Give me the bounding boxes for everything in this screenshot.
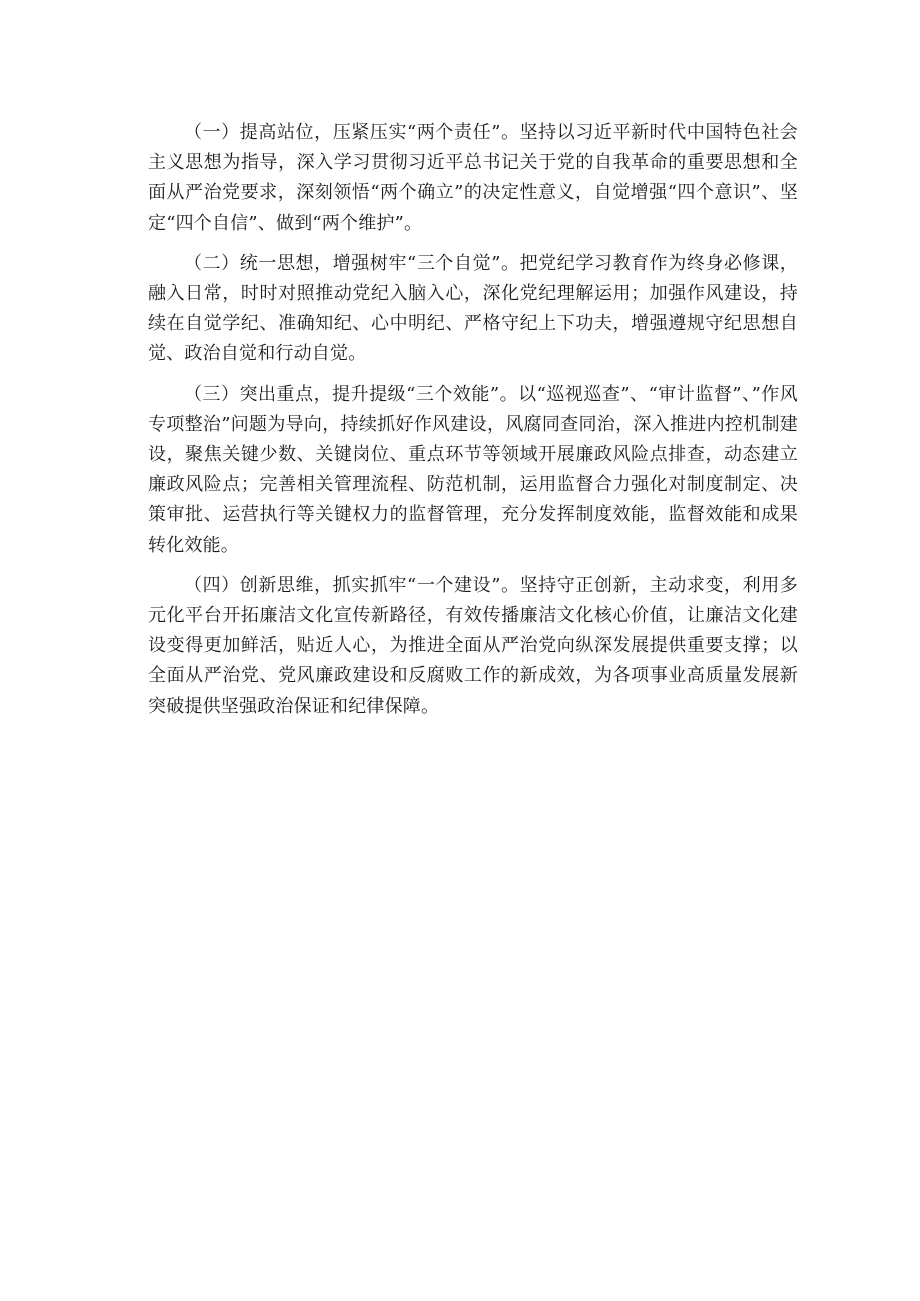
- paragraph-3: （三）突出重点，提升提级“三个效能”。以“巡视巡查”、“审计监督”、”作风专项整治”问题为导向，持续抓好作风建设，风腐同查同治，深入推进内控机制建设，聚焦关键少数、关键岗位、重点环节等领域开展廉政风险点排查，动态建立廉政风险点；完善相关管理流程、防范机制，运用监督合力强化对制度制定、决策审批、运营执行等关键权力的监督管理，充分发挥制度效能，监督效能和成果转化效能。: [148, 383, 798, 556]
- paragraph-4: （四）创新思维，抓实抓牢“一个建设”。坚持守正创新，主动求变，利用多元化平台开拓廉洁文化宣传新路径，有效传播廉洁文化核心价值，让廉洁文化建设变得更加鲜活，贴近人心，为推进全面从严治党向纵深发展提供重要支撑；以全面从严治党、党风廉政建设和反腐败工作的新成效，为各项事业高质量发展新突破提供坚强政治保证和纪律保障。: [148, 574, 798, 717]
- document-body: [148, 118, 798, 732]
- paragraph-2: （二）统一思想，增强树牢“三个自觉”。把党纪学习教育作为终身必修课，融入日常，时时对照推动党纪入脑入心，深化党纪理解运用；加强作风建设，持续在自觉学纪、准确知纪、心中明纪、严格守纪上下功夫，增强遵规守纪思想自觉、政治自觉和行动自觉。: [148, 252, 798, 365]
- paragraph-1: （一）提高站位，压紧压实“两个责任”。坚持以习近平新时代中国特色社会主义思想为指导，深入学习贯彻习近平总书记关于党的自我革命的重要思想和全面从严治党要求，深刻领悟“两个确立”的决定性意义，自觉增强“四个意识”、坚定“四个自信”、做到“两个维护”。: [148, 122, 798, 234]
